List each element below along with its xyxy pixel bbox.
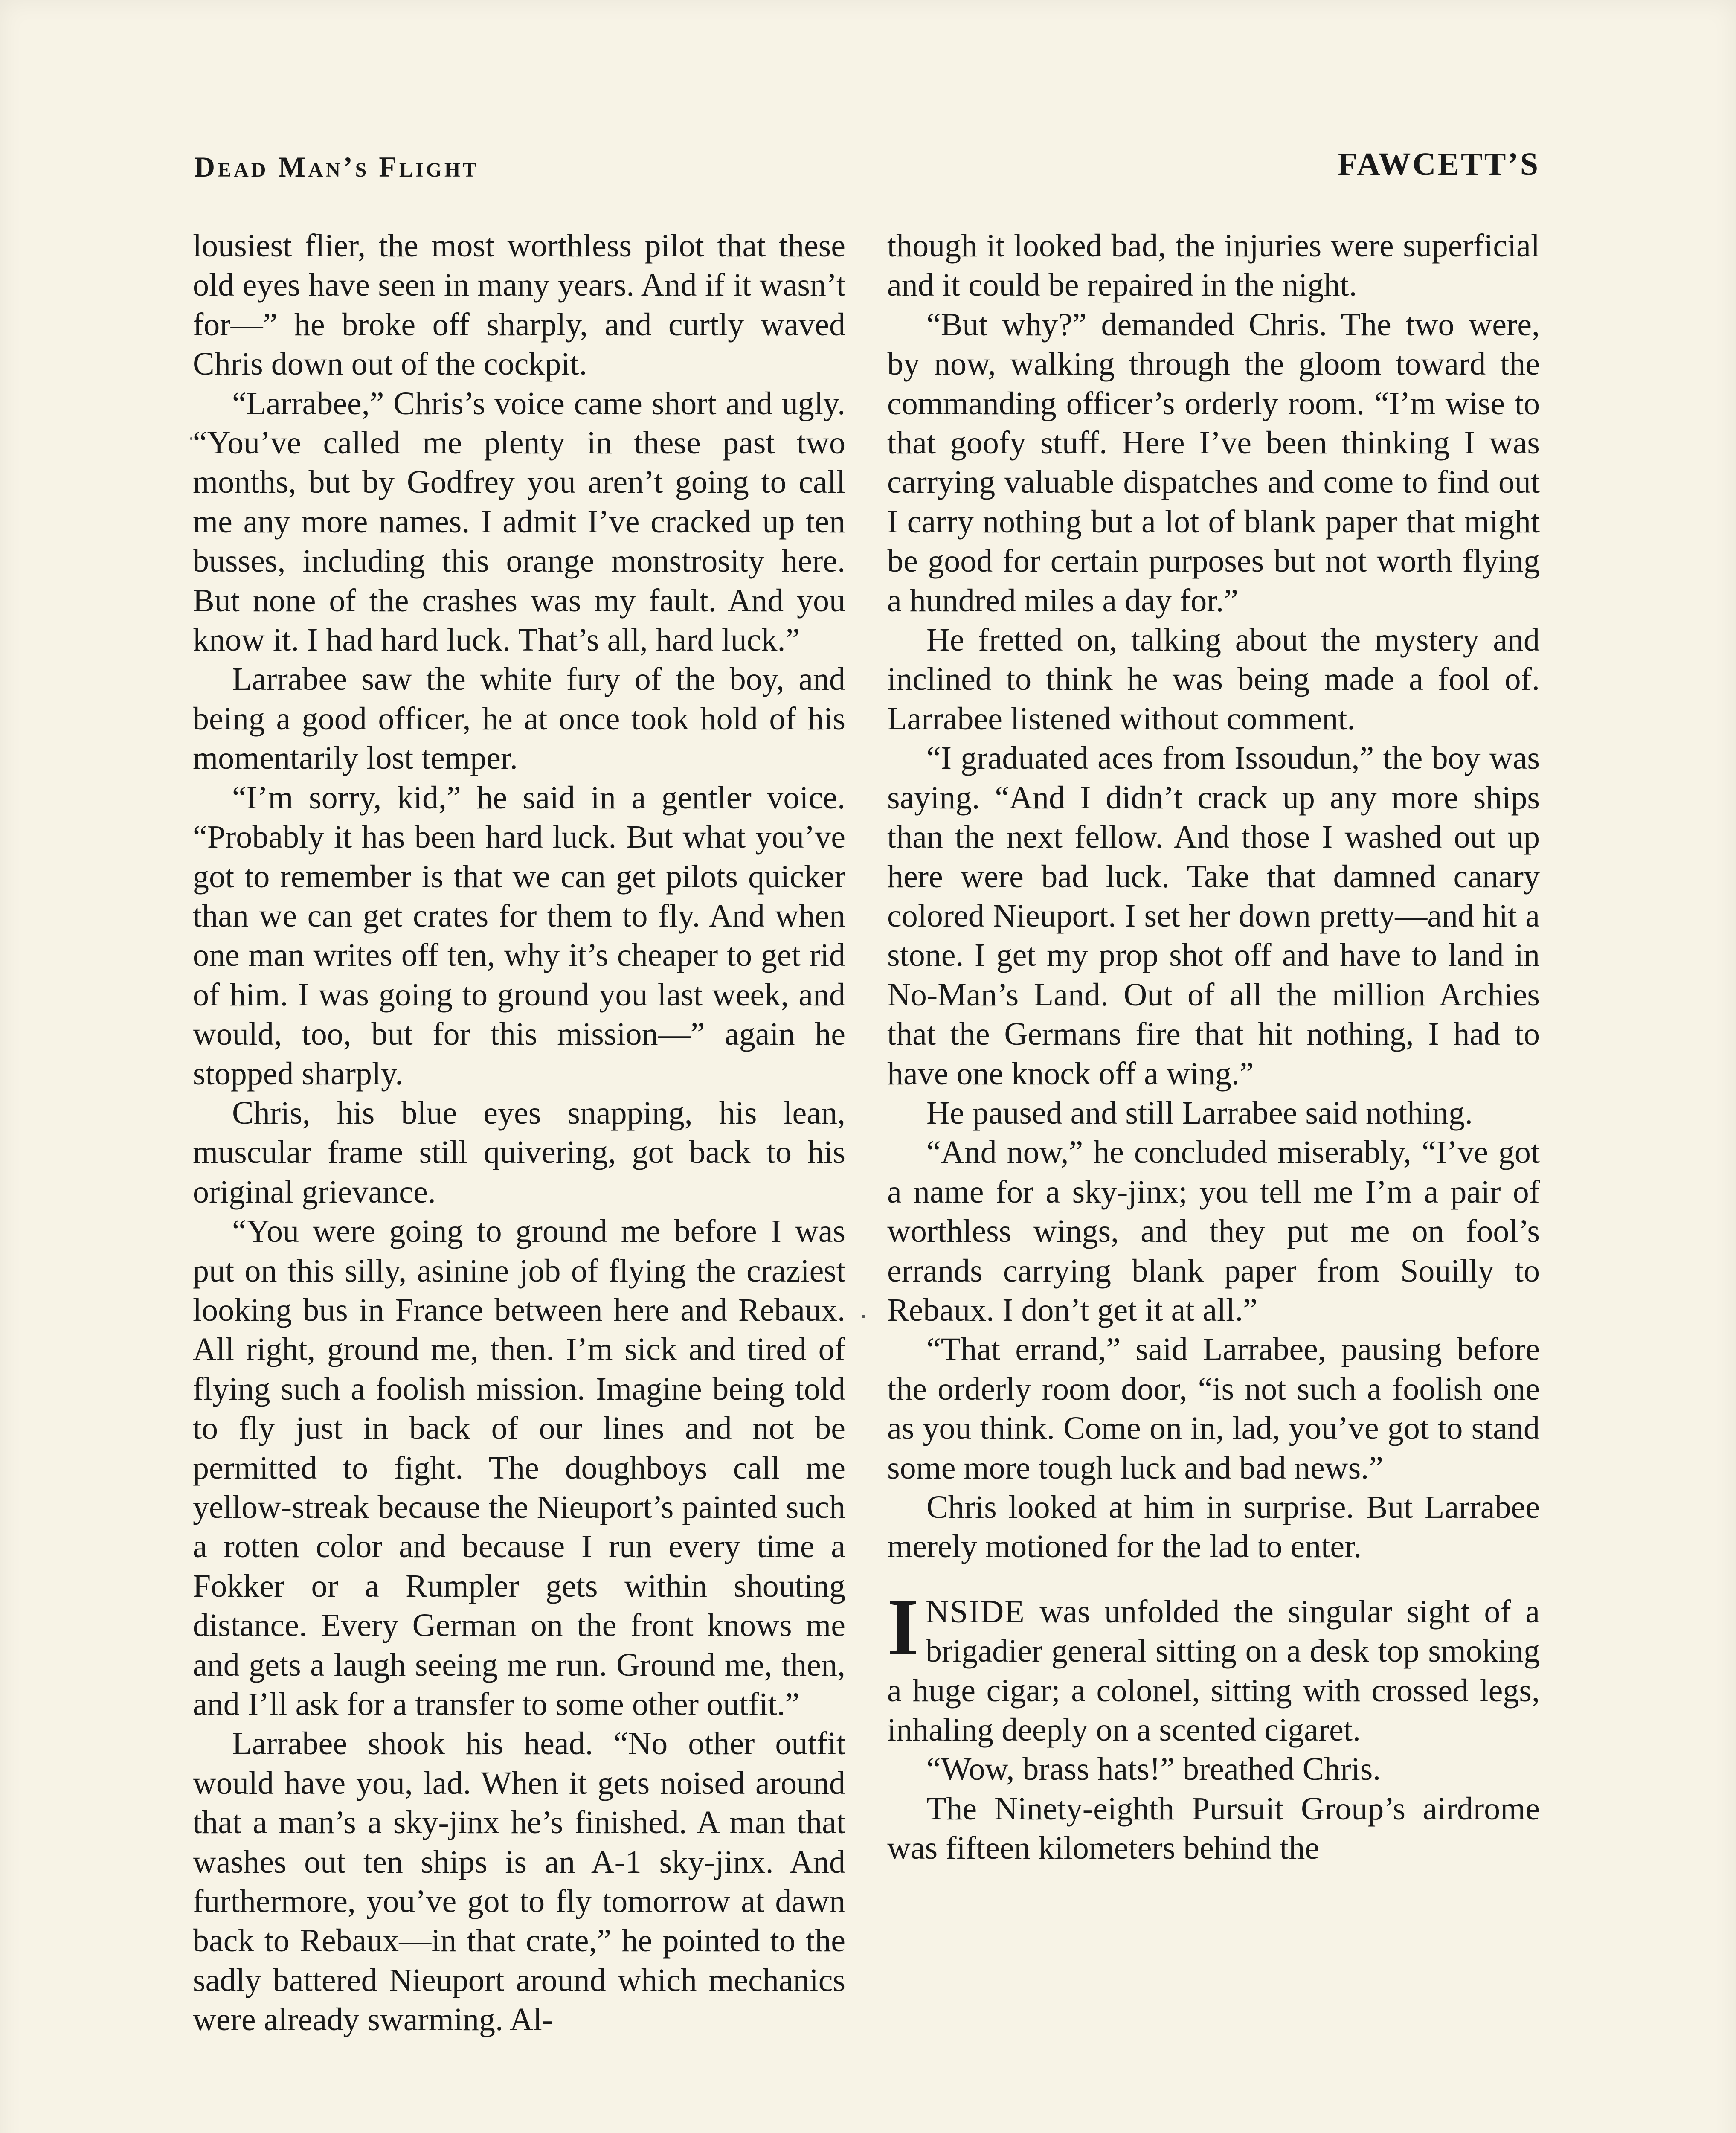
paragraph: though it looked bad, the injuries were superficial and it could be repaired in the night. (887, 228, 1540, 303)
running-head-magazine: FAWCETT’S (1338, 146, 1540, 182)
paragraph: Larrabee saw the white fury of the boy, and being a good officer, he at once took hold of his momentarily lost temper. (193, 661, 845, 776)
paragraph: “You were going to ground me before I was put on this silly, asinine job of flying the craziest looking bus in France between here and Rebaux. All right, ground me, then. I’m sick and tired of flying such a foolish mission. Imagine being told to fly just in back of our lines and not be permitted to fight. The doughboys call me yellow-streak because the Nieuport’s painted such a rotten color and because I run every time a Fokker or a Rumpler gets within shouting distance. Every German on the front knows me and gets a laugh seeing me run. Ground me, then, and I’ll ask for a transfer to some other outfit.” (193, 1213, 845, 1723)
running-head-title: Dead Man’s Flight (194, 151, 479, 183)
drop-cap: I (887, 1582, 919, 1672)
paragraph: “And now,” he concluded miserably, “I’ve got a name for a sky-jinx; you tell me I’m a pair of worthless wings, and they put me on fool’s errands carrying blank paper from Souilly to Rebaux. I don’t get it at all.” (887, 1134, 1540, 1328)
paragraph-text: was unfolded the singular sight of a brigadier general sitting on a desk top smoking a huge cigar; a colonel, sitting with crossed legs, inhaling deeply on a scented cigaret. (887, 1593, 1540, 1748)
paragraph: lousiest flier, the most worthless pilot that these old eyes have seen in many years. And if it wasn’t for—” he broke off sharply, and curtly waved Chris down out of the cockpit. (193, 228, 845, 382)
lead-in-text: NSIDE (925, 1593, 1025, 1630)
paragraph: “Wow, brass hats!” breathed Chris. (926, 1751, 1381, 1787)
right-column (887, 226, 1540, 1868)
paragraph: “Larrabee,” Chris’s voice came short and ugly. “You’ve called me plenty in these past two months, but by Godfrey you aren’t going to call me any more names. I admit I’ve cracked up ten busses, including this orange monstrosity here. But none of the crashes was my fault. And you know it. I had hard luck. That’s all, hard luck.” (193, 385, 845, 658)
paragraph: He fretted on, talking about the mystery and inclined to think he was being made a fool of. Larrabee listened without comment. (887, 622, 1540, 737)
paragraph: “I’m sorry, kid,” he said in a gentler voice. “Probably it has been hard luck. But what you’ve got to remember is that we can get pilots quicker than we can get crates for them to fly. And when one man writes off ten, why it’s cheaper to get rid of him. I was going to ground you last week, and would, too, but for this mission—” again he stopped sharply. (193, 779, 845, 1092)
paragraph: Larrabee shook his head. “No other outfit would have you, lad. When it gets noised around that a man’s a sky-jinx he’s finished. A man that washes out ten ships is an A-1 sky-jinx. And furthermore, you’ve got to fly tomorrow at dawn back to Rebaux—in that crate,” he pointed to the sadly battered Nieuport around which mechanics were already swarming. Al- (193, 1726, 845, 2038)
paragraph: Chris, his blue eyes snapping, his lean, muscular frame still quivering, got back to his original grievance. (193, 1095, 845, 1210)
section-opening-paragraph (887, 1582, 1540, 1750)
paragraph: The Ninety-eighth Pursuit Group’s airdrome was fifteen kilometers behind the (887, 1790, 1540, 1866)
print-speck (862, 1315, 865, 1318)
paragraph: He paused and still Larrabee said nothing. (926, 1095, 1473, 1131)
paragraph: “But why?” demanded Chris. The two were, by now, walking through the gloom toward the commanding officer’s orderly room. “I’m wise to that goofy stuff. Here I’ve been thinking I was carrying valuable dispatches and come to find out I carry nothing but a lot of blank paper that might be good for certain purposes but not worth flying a hundred miles a day for.” (887, 306, 1540, 619)
paragraph: “I graduated aces from Issoudun,” the boy was saying. “And I didn’t crack up any more ships than the next fellow. And those I washed out up here were bad luck. Take that damned canary colored Nieuport. I set her down pretty—and hit a stone. I get my prop shot off and have to land in No-Man’s Land. Out of all the million Archies that the Germans fire that hit nothing, I had to have one knock off a wing.” (887, 740, 1540, 1092)
paragraph: “That errand,” said Larrabee, pausing before the orderly room door, “is not such a foolish one as you think. Come on in, lad, you’ve got to stand some more tough luck and bad news.” (887, 1331, 1540, 1486)
paragraph: Chris looked at him in surprise. But Larrabee merely motioned for the lad to enter. (887, 1489, 1540, 1565)
print-speck (190, 437, 192, 440)
left-column (193, 226, 845, 2040)
